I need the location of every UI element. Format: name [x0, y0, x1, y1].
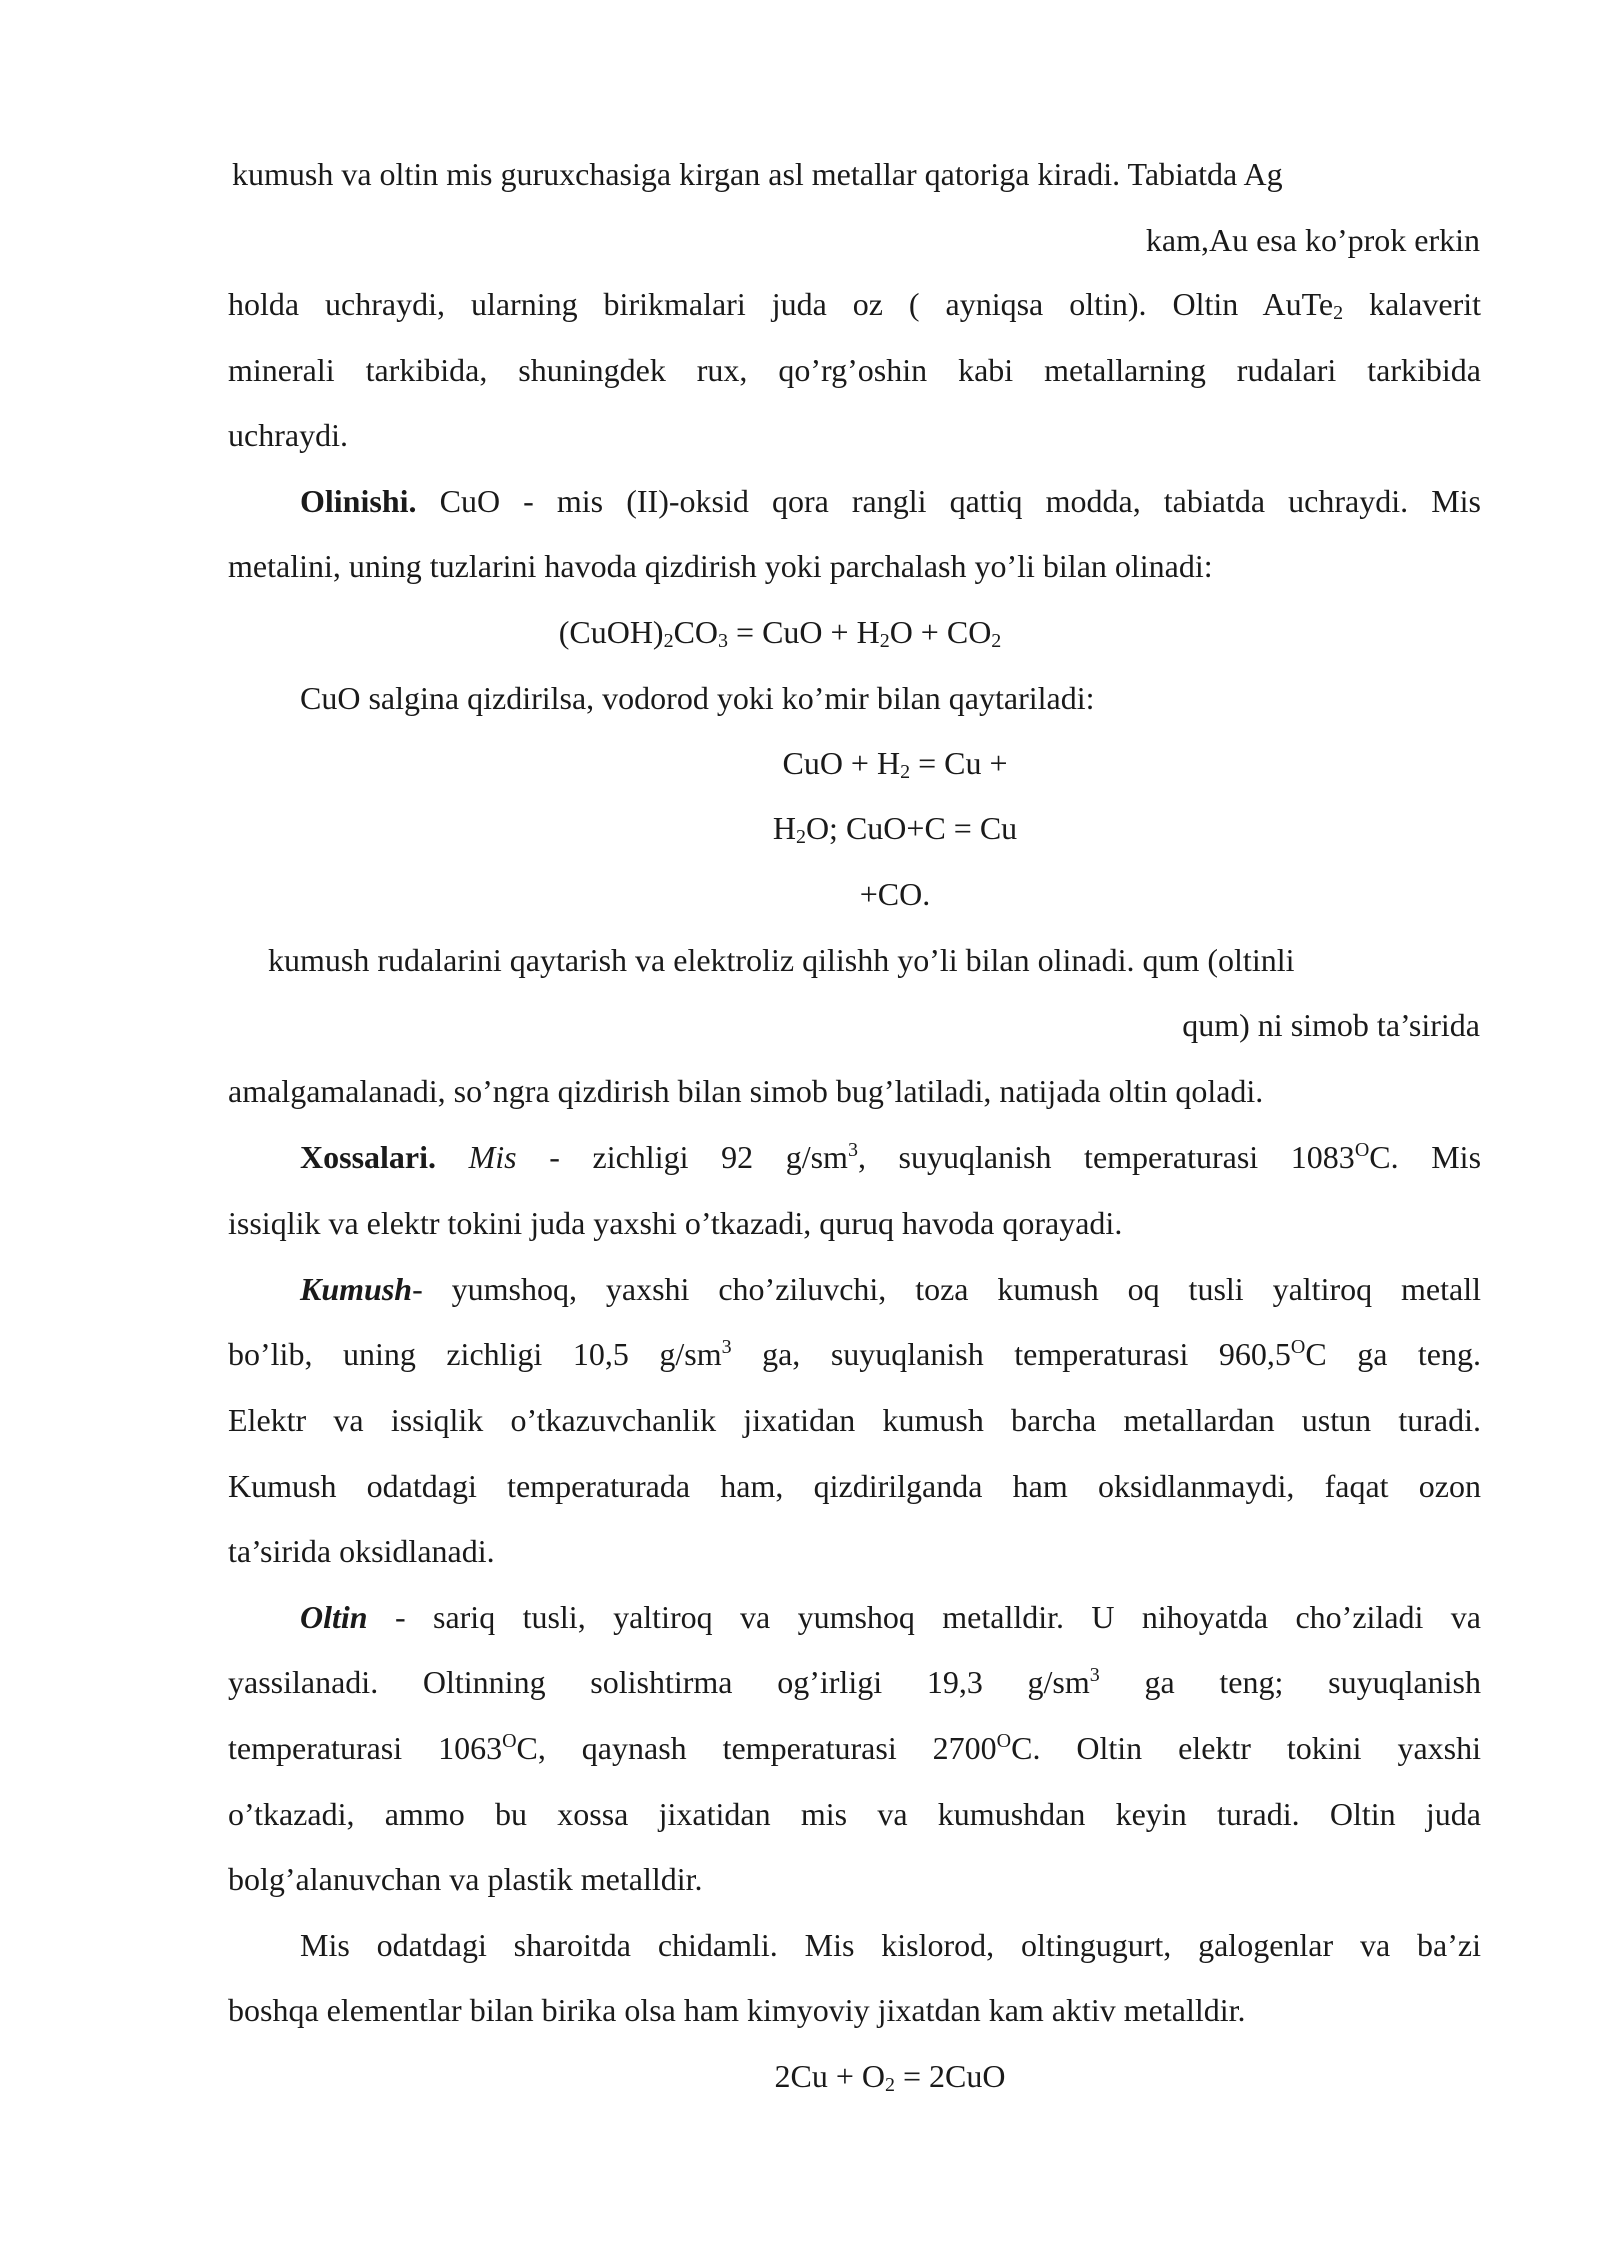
text-span: ga teng; suyuqlanish	[1099, 1664, 1482, 1700]
text-span: C. Mis	[1369, 1139, 1482, 1175]
text-line	[228, 1794, 1481, 1834]
text-span: Elektr va issiqlik o’tkazuvchanlik jixatidan kumush barcha metallardan ustun turadi.	[228, 1402, 1481, 1438]
subscript: 2	[900, 761, 911, 783]
superscript: 3	[847, 1139, 858, 1161]
section-heading-kumush: Kumush	[300, 1271, 413, 1307]
text-span: kumush rudalarini qaytarish va elektroliz qilishh yo’li bilan olinadi. qum (oltinli	[268, 942, 1295, 978]
text-span: metalini, uning tuzlarini havoda qizdirish yoki parchalash yo’li bilan olinadi:	[228, 548, 1213, 584]
superscript: 3	[1089, 1664, 1100, 1686]
equation	[0, 808, 1600, 848]
text-span: ga, suyuqlanish temperaturasi 960,5	[731, 1336, 1291, 1372]
text-span: kalaverit	[1343, 286, 1482, 322]
text-span: O; CuO+C = Cu	[805, 810, 1018, 846]
text-span: +CO.	[859, 876, 931, 912]
subscript: 2	[885, 2074, 895, 2096]
text-line	[228, 1203, 1122, 1243]
superscript: O	[1354, 1139, 1370, 1161]
text-line	[1182, 1005, 1480, 1045]
text-span: (CuOH)	[558, 614, 664, 650]
section-heading-olinishi: Olinishi.	[300, 483, 417, 519]
text-span: issiqlik va elektr tokini juda yaxshi o’tkazadi, quruq havoda qorayadi.	[228, 1205, 1123, 1241]
text-line	[1146, 220, 1480, 260]
text-span: ta’sirida oksidlanadi.	[228, 1533, 495, 1569]
text-line	[228, 1466, 1481, 1506]
equation	[0, 612, 1560, 652]
text-span: 2Cu + O	[774, 2058, 885, 2094]
text-line	[300, 678, 1095, 718]
text-span: minerali tarkibida, shuningdek rux, qo’rg’oshin kabi metallarning rudalari tarkibida	[228, 352, 1481, 388]
text-line	[228, 1334, 1481, 1374]
text-line	[300, 481, 1481, 521]
text-span: = Cu +	[910, 745, 1008, 781]
text-span: kam,Au esa ko’prok erkin	[1145, 222, 1480, 258]
text-span: bo’lib, uning zichligi 10,5 g/sm	[228, 1336, 722, 1372]
subscript: 2	[663, 630, 674, 652]
text-span: o’tkazadi, ammo bu xossa jixatidan mis va kumushdan keyin turadi. Oltin juda	[228, 1796, 1481, 1832]
equation	[0, 874, 1600, 914]
subscript: 2	[991, 630, 1002, 652]
text-span: = 2CuO	[895, 2058, 1006, 2094]
text-span: bolg’alanuvchan va plastik metalldir.	[228, 1861, 703, 1897]
text-span: CuO + H	[782, 745, 901, 781]
text-span: yassilanadi. Oltinning solishtirma og’irligi 19,3 g/sm	[228, 1664, 1090, 1700]
text-span: C, qaynash temperaturasi 2700	[516, 1730, 997, 1766]
text-span: - zichligi 92 g/sm	[516, 1139, 848, 1175]
text-line	[268, 940, 1294, 980]
equation	[0, 743, 1600, 783]
text-span: Mis odatdagi sharoitda chidamli. Mis kislorod, oltingugurt, galogenlar va ba’zi	[300, 1927, 1481, 1963]
text-line	[228, 350, 1481, 390]
text-span: - yumshoq, yaxshi cho’ziluvchi, toza kumush oq tusli yaltiroq metall	[412, 1271, 1481, 1307]
text-line	[228, 284, 1481, 324]
section-heading-oltin: Oltin	[300, 1599, 368, 1635]
text-line	[228, 415, 348, 455]
text-line	[300, 1269, 1481, 1309]
text-span: C ga teng.	[1305, 1336, 1482, 1372]
subscript: 2	[1333, 302, 1344, 324]
text-span: , suyuqlanish temperaturasi 1083	[857, 1139, 1355, 1175]
equation	[0, 2056, 1600, 2096]
text-line	[228, 1859, 703, 1899]
subscript: 2	[795, 826, 806, 848]
text-span: H	[772, 810, 796, 846]
text-span: C. Oltin elektr tokini yaxshi	[1011, 1730, 1482, 1766]
text-line	[228, 1728, 1481, 1768]
text-line	[228, 546, 1213, 586]
text-line	[228, 1071, 1263, 1111]
text-span: kumush va oltin mis guruxchasiga kirgan asl metallar qatoriga kiradi. Tabiatda Ag	[232, 156, 1283, 192]
text-span: CuO - mis (II)-oksid qora rangli qattiq modda, tabiatda uchraydi. Mis	[416, 483, 1481, 519]
text-line	[228, 1990, 1246, 2030]
text-line	[228, 1662, 1481, 1702]
text-span: - sariq tusli, yaltiroq va yumshoq metalldir. U nihoyatda cho’ziladi va	[367, 1599, 1481, 1635]
text-span: uchraydi.	[228, 417, 348, 453]
text-line	[300, 1597, 1481, 1637]
text-span: O + CO	[889, 614, 992, 650]
text-span: holda uchraydi, ularning birikmalari juda oz ( ayniqsa oltin). Oltin AuTe	[228, 286, 1334, 322]
term-mis: Mis	[468, 1139, 517, 1175]
text-line	[228, 1531, 495, 1571]
text-line	[300, 1137, 1481, 1177]
text-span: CO	[673, 614, 719, 650]
subscript: 2	[879, 630, 890, 652]
text-span: = CuO + H	[728, 614, 880, 650]
text-line	[300, 1925, 1481, 1965]
superscript: 3	[721, 1336, 732, 1358]
superscript: O	[1290, 1336, 1306, 1358]
text-span: amalgamalanadi, so’ngra qizdirish bilan simob bug’latiladi, natijada oltin qoladi.	[228, 1073, 1264, 1109]
text-span: Kumush odatdagi temperaturada ham, qizdirilganda ham oksidlanmaydi, faqat ozon	[228, 1468, 1481, 1504]
superscript: O	[996, 1730, 1012, 1752]
superscript: O	[502, 1730, 517, 1752]
text-line	[228, 1400, 1481, 1440]
text-span: CuO salgina qizdirilsa, vodorod yoki ko’mir bilan qaytariladi:	[300, 680, 1095, 716]
text-span: boshqa elementlar bilan birika olsa ham kimyoviy jixatdan kam aktiv metalldir.	[228, 1992, 1246, 2028]
text-span: temperaturasi 1063	[228, 1730, 503, 1766]
section-heading-xossalari: Xossalari.	[300, 1139, 436, 1175]
text-span: qum) ni simob ta’sirida	[1182, 1007, 1480, 1043]
text-line	[232, 154, 1283, 194]
subscript: 3	[718, 630, 729, 652]
